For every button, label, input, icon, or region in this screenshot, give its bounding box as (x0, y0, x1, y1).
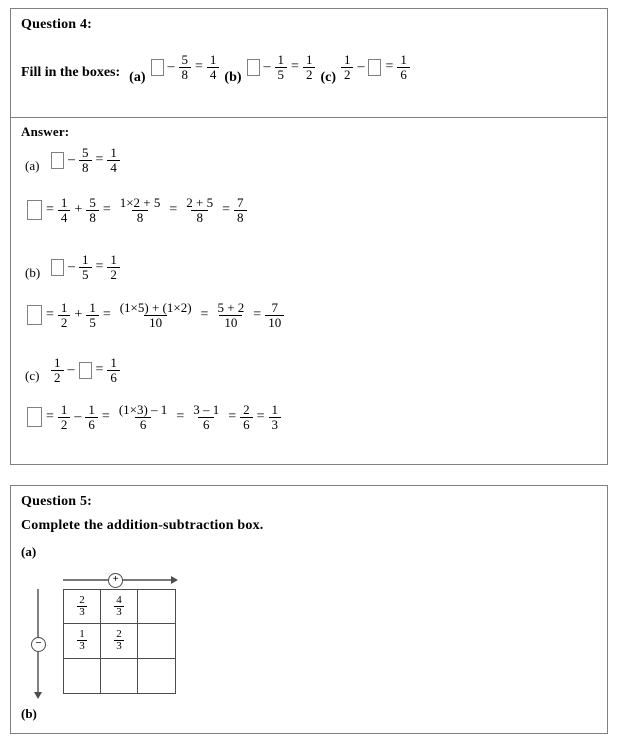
minus-sign: – (74, 409, 82, 425)
addition-subtraction-box-diagram (23, 564, 223, 699)
answer-part-a-solution (25, 196, 249, 224)
numerator: 1 (271, 402, 279, 417)
denominator: 2 (341, 67, 354, 82)
equals-sign: = (46, 307, 54, 323)
grid-cell-empty[interactable] (138, 590, 175, 624)
equals-sign: = (101, 409, 110, 425)
numerator: 5 (89, 195, 96, 210)
fraction (240, 403, 253, 431)
plus-operator-badge: + (108, 573, 123, 588)
grid-cell[interactable] (64, 624, 101, 658)
answer-part-c-restated (25, 356, 122, 384)
fraction (181, 196, 218, 224)
fraction (58, 403, 71, 431)
numerator: (1×3) – 1 (118, 402, 168, 417)
equals-sign: = (46, 202, 54, 218)
fraction (234, 196, 247, 224)
denominator: 10 (219, 315, 242, 330)
fraction-5-8 (179, 53, 192, 81)
equals-sign: = (102, 202, 111, 218)
equals-sign: = (95, 259, 104, 275)
denominator: 6 (198, 417, 215, 432)
denominator: 2 (58, 417, 71, 432)
answer-part-a-label: (a) (25, 158, 40, 174)
equals-sign: = (253, 307, 262, 323)
minus-sign: – (68, 152, 75, 168)
question-4-prompt-cell (10, 8, 608, 118)
denominator: 2 (107, 267, 120, 282)
answer-part-c-solution (25, 403, 283, 431)
question-4-item-b-equation (245, 53, 318, 81)
answer-part-b-restated (25, 253, 122, 281)
grid-cell-empty[interactable] (64, 659, 101, 693)
fraction (212, 301, 249, 329)
question-5-block (10, 485, 608, 734)
answer-box-placeholder[interactable] (247, 59, 260, 76)
equals-sign: = (102, 307, 111, 323)
fraction (79, 253, 92, 281)
fraction-1-5 (275, 53, 288, 81)
equals-sign: = (169, 202, 178, 218)
numerator: 1 (110, 145, 117, 160)
equals-sign: = (228, 409, 237, 425)
question-4-item-a-label: (a) (129, 70, 146, 86)
denominator: 8 (86, 210, 99, 225)
answer-box-placeholder (27, 305, 42, 325)
equals-sign: = (95, 362, 104, 378)
fraction (58, 301, 71, 329)
denominator: 8 (79, 160, 92, 175)
numerator: 1 (343, 52, 351, 67)
numerator: 1 (89, 300, 96, 315)
equation (49, 146, 122, 174)
denominator: 5 (275, 67, 288, 82)
numerator: 1 (88, 402, 95, 417)
answer-part-c-label: (c) (25, 368, 40, 384)
fraction (269, 403, 282, 431)
numerator: 1 (60, 300, 68, 315)
equals-sign: = (195, 59, 203, 75)
question-4-item-c-label: (c) (320, 70, 336, 86)
grid-cell-empty[interactable] (138, 659, 175, 693)
fraction-1-2 (303, 53, 316, 81)
minus-sign: – (67, 362, 75, 378)
plus-sign: + (74, 307, 83, 323)
fraction (85, 403, 98, 431)
denominator: 8 (234, 210, 247, 225)
equals-sign: = (200, 307, 209, 323)
denominator: 5 (79, 267, 92, 282)
fraction-1-4 (207, 53, 220, 81)
numerator: 1 (54, 355, 61, 370)
grid-cell[interactable] (64, 590, 101, 624)
numerator: 1 (277, 52, 285, 67)
numerator: 5 (181, 52, 188, 67)
denominator: 8 (191, 210, 208, 225)
answer-title: Answer: (21, 124, 70, 139)
question-4-prompt-lead: Fill in the boxes: (21, 65, 121, 81)
denominator: 3 (116, 640, 122, 653)
equation (49, 356, 122, 384)
denominator: 2 (58, 315, 71, 330)
numerator: 5 (82, 145, 89, 160)
equals-sign: = (95, 152, 104, 168)
question-5-part-b-label: (b) (21, 706, 37, 721)
question-4-item-a-equation (149, 53, 222, 81)
minus-sign: – (263, 59, 271, 75)
minus-sign: – (68, 259, 75, 275)
numerator: 1 (110, 355, 117, 370)
numerator: 1 (400, 52, 407, 67)
numerator: 1 (305, 52, 313, 67)
numerator: 7 (237, 195, 244, 210)
denominator: 2 (303, 67, 316, 82)
answer-box-placeholder (51, 152, 64, 169)
denominator: 6 (107, 370, 120, 385)
numerator: 1 (82, 252, 89, 267)
fraction (79, 146, 92, 174)
answer-box-placeholder[interactable] (151, 59, 164, 76)
fraction (114, 595, 124, 619)
column-operation-arrow (31, 589, 45, 699)
equals-sign: = (176, 409, 185, 425)
numerator: 1 (60, 195, 68, 210)
fraction (107, 146, 120, 174)
fraction (77, 629, 87, 653)
plus-sign: + (74, 202, 83, 218)
answer-part-b-label: (b) (25, 265, 41, 281)
denominator: 8 (179, 67, 192, 82)
denominator: 3 (79, 606, 85, 619)
equals-sign: = (222, 202, 231, 218)
grid-cell[interactable] (101, 624, 138, 658)
denominator: 4 (207, 67, 220, 82)
fraction (58, 196, 71, 224)
equation (25, 196, 249, 224)
numerator: 1 (209, 52, 217, 67)
fraction (114, 629, 124, 653)
grid-cell[interactable] (101, 590, 138, 624)
denominator: 6 (397, 67, 410, 82)
numerator: 2 (116, 627, 122, 640)
grid-cell-empty[interactable] (101, 659, 138, 693)
equals-sign: = (385, 59, 394, 75)
question-4-item-b-label: (b) (224, 70, 242, 86)
minus-sign: – (167, 59, 175, 75)
equation (25, 301, 286, 329)
answer-box-placeholder (27, 200, 42, 220)
fraction (115, 301, 197, 329)
question-5-title: Question 5: (21, 494, 93, 509)
fraction (265, 301, 284, 329)
denominator: 10 (265, 315, 284, 330)
question-5-part-a-label: (a) (21, 544, 37, 559)
numerator: 4 (116, 593, 122, 606)
answer-cell (10, 118, 608, 465)
equation (25, 403, 283, 431)
numerator: 2 + 5 (186, 195, 214, 210)
denominator: 10 (144, 315, 167, 330)
fraction (77, 595, 87, 619)
question-4-equations-row (21, 52, 412, 86)
denominator: 3 (79, 640, 85, 653)
fraction (114, 403, 173, 431)
numerator: 2 (243, 402, 250, 417)
answer-box-placeholder (51, 259, 64, 276)
numerator: 1 (60, 402, 68, 417)
equals-sign: = (256, 409, 265, 425)
numerator: 1×2 + 5 (119, 195, 161, 210)
fraction (86, 301, 99, 329)
question-5-prompt: Complete the addition-subtraction box. (21, 518, 264, 533)
numerator: 1 (79, 627, 85, 640)
equation (49, 253, 122, 281)
equals-sign: = (46, 409, 54, 425)
numerator: 7 (271, 300, 278, 315)
denominator: 3 (116, 606, 122, 619)
numerator: 1 (110, 252, 117, 267)
numerator: (1×5) + (1×2) (119, 300, 192, 315)
answer-part-b-solution (25, 301, 286, 329)
numerator: 5 + 2 (217, 300, 245, 315)
equals-sign: = (291, 59, 299, 75)
answer-box-placeholder (27, 407, 42, 427)
denominator: 6 (85, 417, 98, 432)
minus-operator-badge: − (31, 637, 46, 652)
addition-subtraction-grid (63, 589, 176, 694)
row-operation-arrow (63, 573, 178, 587)
fraction-1-6 (397, 53, 410, 81)
denominator: 8 (132, 210, 149, 225)
grid-cell-empty[interactable] (138, 624, 175, 658)
fraction (115, 196, 166, 224)
answer-box-placeholder[interactable] (368, 59, 381, 76)
answer-box-placeholder (79, 362, 92, 379)
denominator: 6 (240, 417, 253, 432)
denominator: 2 (51, 370, 64, 385)
fraction (86, 196, 99, 224)
denominator: 6 (135, 417, 152, 432)
denominator: 5 (86, 315, 99, 330)
denominator: 4 (58, 210, 71, 225)
answer-part-a-restated (25, 146, 122, 174)
fraction (107, 253, 120, 281)
numerator: 3 – 1 (193, 402, 220, 417)
minus-sign: – (357, 59, 365, 75)
question-4-item-c-equation (339, 53, 412, 81)
fraction-1-2 (341, 53, 354, 81)
fraction (188, 403, 224, 431)
numerator: 2 (79, 593, 85, 606)
denominator: 4 (107, 160, 120, 175)
fraction (51, 356, 64, 384)
question-4-title: Question 4: (21, 17, 93, 32)
denominator: 3 (269, 417, 282, 432)
question-4-block (10, 8, 608, 465)
fraction (107, 356, 120, 384)
